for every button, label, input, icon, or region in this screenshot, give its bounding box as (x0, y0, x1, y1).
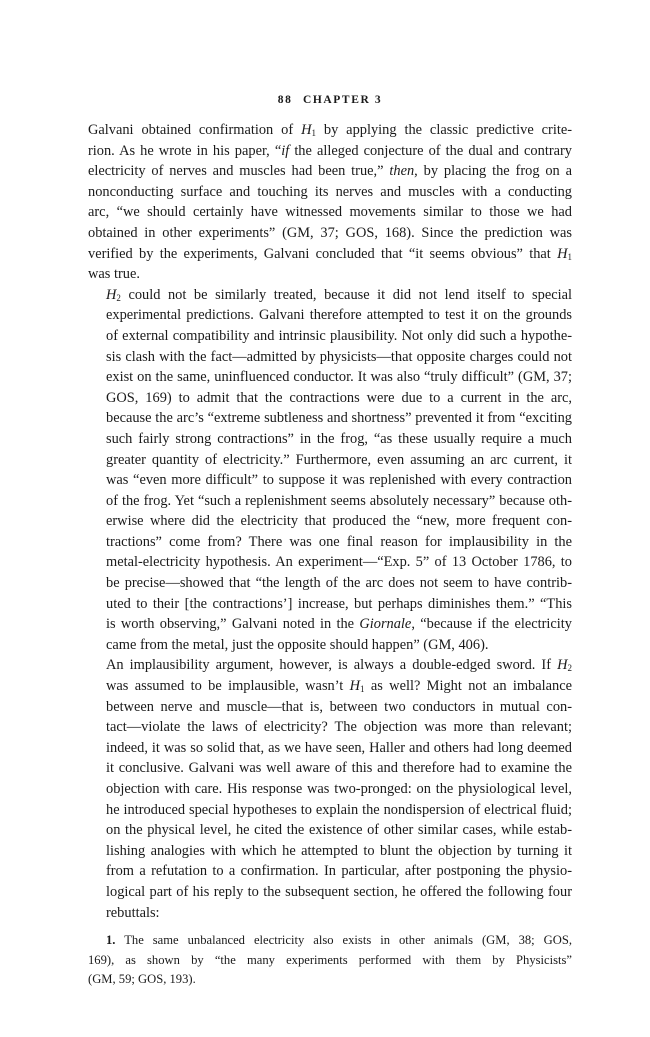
list-line-text: (GM, 59; GOS, 193). (88, 971, 196, 986)
text-line: he introduced special hypotheses to explain the nondispersion of electrical fluid; (106, 801, 572, 818)
list-line (88, 970, 572, 989)
text-line: indeed, it was so solid that, as we have seen, Haller and others had long deemed (106, 739, 572, 756)
text-line: was assumed to be implausible, wasn’t $H_1$ as well? Might not an imbalance (106, 678, 572, 695)
list-line-text: 169), as shown by “the many experiments performed with them by Physicists” (88, 952, 572, 967)
page-number: 88 (277, 94, 293, 106)
list-line (88, 951, 572, 970)
text-line: obtained in other experiments” (GM, 37; GOS, 168). Since the prediction was (88, 224, 572, 241)
text-line: on the physical level, he cited the existence of other similar cases, while estab- (106, 822, 572, 839)
chapter-label: CHAPTER 3 (302, 94, 383, 106)
text-line: GOS, 169) to admit that the contractions were due to a current in the arc, (106, 389, 572, 406)
text-line: metal-electricity hypothesis. An experiment—“Exp. 5” of 13 October 1786, to (106, 554, 572, 571)
paragraph (88, 120, 572, 285)
text-line: Galvani obtained confirmation of $H_1$ by applying the classic predictive crite- (88, 122, 573, 138)
running-head (88, 94, 572, 106)
text-line: arc, “we should certainly have witnessed movements similar to those we had (88, 204, 572, 221)
text-line: uted to their [the contractions’] increase, but perhaps diminishes them.” “This (106, 595, 572, 612)
text-line: An implausibility argument, however, is always a double-edged sword. If $H_2$ (106, 657, 572, 674)
paragraph (88, 285, 572, 656)
text-line: tractions” come from? There was one final reason for implausibility in the (106, 533, 572, 550)
text-line: sis clash with the fact—admitted by physicists—that opposite charges could not (106, 348, 572, 365)
text-line: be precise—showed that “the length of the arc does not seem to have contrib- (106, 575, 572, 592)
text-line: erwise where did the electricity that produced the “new, more frequent con- (106, 513, 572, 530)
text-line: greater quantity of electricity.” Furthermore, even assuming an arc current, it (106, 451, 572, 468)
text-line: rion. As he wrote in his paper, “if the alleged conjecture of the dual and contrary (88, 142, 572, 159)
book-page (88, 94, 572, 989)
list-line-text: The same unbalanced electricity also exists in other animals (GM, 38; GOS, (124, 933, 573, 948)
text-line: such fairly strong contractions” in the frog, “as these usually require a much (106, 430, 572, 447)
text-line: of external compatibility and intrinsic plausibility. Not only did such a hypothe- (106, 327, 572, 344)
text-line: logical part of his reply to the subsequent section, he offered the following four (106, 883, 572, 900)
text-line: was true. (88, 266, 140, 283)
text-line: lishing analogies with which he attempted to blunt the objection by turning it (106, 842, 572, 859)
body-text (88, 120, 572, 923)
text-line: electricity of nerves and muscles had been true,” then, by placing the frog on a (88, 163, 573, 180)
text-line: tact—violate the laws of electricity? The objection was more than relevant; (106, 719, 572, 736)
text-line: rebuttals: (106, 904, 160, 921)
text-line: verified by the experiments, Galvani concluded that “it seems obvious” that $H_1$ (88, 245, 572, 262)
text-line: experimental predictions. Galvani therefore attempted to test it on the grounds (106, 307, 572, 324)
numbered-list (88, 931, 572, 989)
text-line: was “even more difficult” to suppose it was replenished with every contraction (106, 472, 572, 489)
text-line: between nerve and muscle—that is, between two conductors in mutual con- (106, 698, 572, 715)
text-line: is worth observing,” Galvani noted in the Giornale, “because if the electricity (106, 616, 572, 633)
text-line: of the frog. Yet “such a replenishment seems absolutely necessary” because oth- (106, 492, 572, 509)
text-line: exist on the same, uninfluenced conductor. It was also “truly difficult” (GM, 37; (106, 369, 572, 386)
list-item (88, 931, 572, 989)
text-line: objection with care. His response was two-pronged: on the physiological level, (106, 781, 572, 797)
paragraph (88, 655, 572, 923)
text-line: from a refutation to a confirmation. In particular, after postponing the physio- (106, 863, 572, 880)
text-line: came from the metal, just the opposite should happen” (GM, 406). (106, 636, 489, 653)
list-line (106, 931, 572, 950)
text-line: nonconducting surface and touching its nerves and muscles with a conducting (88, 183, 572, 200)
list-number: 1. (106, 933, 116, 948)
text-line: it conclusive. Galvani was well aware of this and therefore had to examine the (106, 760, 572, 777)
text-line: $H_2$ could not be similarly treated, because it did not lend itself to special (106, 286, 572, 303)
text-line: because the arc’s “extreme subtleness and shortness” prevented it from “exciting (106, 410, 572, 427)
